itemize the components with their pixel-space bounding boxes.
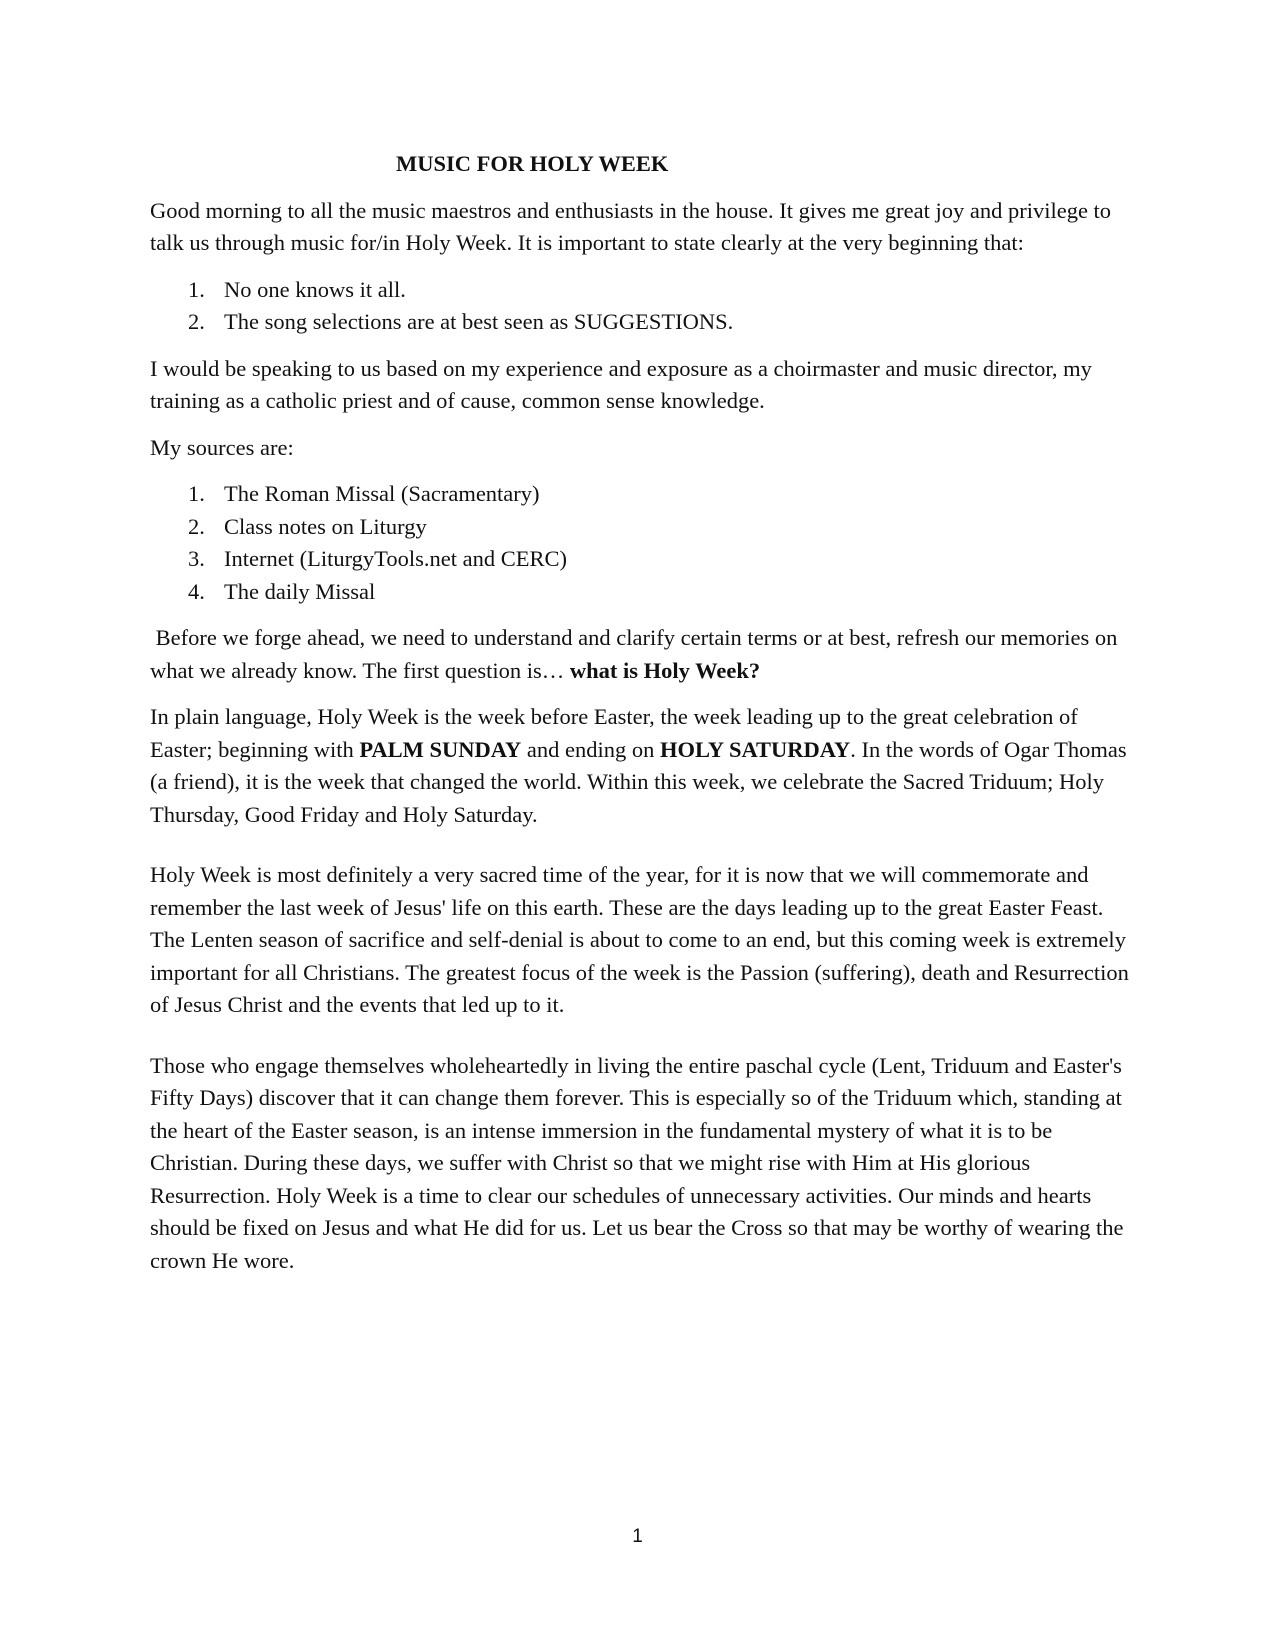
holy-saturday-bold: HOLY SATURDAY [659, 736, 851, 762]
sources-list [150, 478, 1135, 608]
page-number: 1 [632, 1526, 643, 1547]
intro-paragraph: Good morning to all the music maestros and enthusiasts in the house. It gives me great joy and privilege to talk us through music for/in Holy Week. It is important to state clearly at the very beginning that: [150, 197, 1112, 255]
list-item-text: Internet (LiturgyTools.net and CERC) [224, 546, 567, 571]
plain-text-3: . In the words of Ogar Thomas (a friend), it is the week that changed the world. Within this week, we celebrate the Sacred Triduum; Holy Thursday, Good Friday and Holy Saturday. [150, 736, 1127, 827]
list-item [150, 274, 1135, 307]
list-item-text: The song selections are at best seen as SUGGESTIONS. [224, 309, 734, 334]
sources-heading: My sources are: [150, 434, 294, 460]
experience-paragraph: I would be speaking to us based on my experience and exposure as a choirmaster and music director, my training as a catholic priest and of cause, common sense knowledge. [150, 355, 1092, 413]
list-number: 2. [188, 513, 205, 539]
document-title: MUSIC FOR HOLY WEEK [396, 151, 669, 176]
list-item-text: No one knows it all. [224, 276, 406, 302]
document-body [150, 148, 1135, 1291]
list-item [150, 306, 1135, 339]
list-number: 2. [188, 309, 205, 334]
list-number: 3. [188, 546, 205, 571]
caveats-list [150, 274, 1135, 339]
list-item [150, 543, 1135, 576]
list-number: 1. [188, 481, 205, 506]
list-item [150, 576, 1135, 609]
list-number: 1. [188, 276, 205, 302]
before-paragraph [150, 622, 1135, 687]
before-text: Before we forge ahead, we need to understand and clarify certain terms or at best, refresh our memories on what we already know. The first question is… [150, 625, 1123, 683]
paschal-cycle-paragraph: Those who engage themselves wholeheartedly in living the entire paschal cycle (Lent, Triduum and Easter's Fifty Days) discover that it can change them forever. This is especially so of the Triduum which, standing at the heart of the Easter season, is an intense immersion in the fundamental mystery of what it is to be Christian. During these days, we suffer with Christ so that we might rise with Him at His glorious Resurrection. Holy Week is a time to clear our schedules of unnecessary activities. Our minds and hearts should be fixed on Jesus and what He did for us. Let us bear the Cross so that may be worthy of wearing the crown He wore. [150, 1052, 1124, 1273]
plain-text-2: and ending on [521, 736, 660, 762]
list-number: 4. [188, 578, 205, 604]
before-bold-question: what is Holy Week? [569, 657, 761, 683]
plain-text-1: In plain language, Holy Week is the week before Easter, the week leading up to the great celebration of Easter; beginning with [150, 704, 1078, 762]
list-item-text: The daily Missal [224, 578, 376, 604]
palm-sunday-bold: PALM SUNDAY [359, 736, 522, 762]
plain-language-paragraph [150, 701, 1135, 831]
list-item [150, 511, 1135, 544]
sacred-time-paragraph: Holy Week is most definitely a very sacred time of the year, for it is now that we will commemorate and remember the last week of Jesus' life on this earth. These are the days leading up to the great Easter Feast. The Lenten season of sacrifice and self-denial is about to come to an end, but this coming week is extremely important for all Christians. The greatest focus of the week is the Passion (suffering), death and Resurrection of Jesus Christ and the events that led up to it. [150, 862, 1129, 1017]
list-item-text: The Roman Missal (Sacramentary) [224, 481, 540, 506]
list-item-text: Class notes on Liturgy [224, 513, 427, 539]
list-item [150, 478, 1135, 511]
